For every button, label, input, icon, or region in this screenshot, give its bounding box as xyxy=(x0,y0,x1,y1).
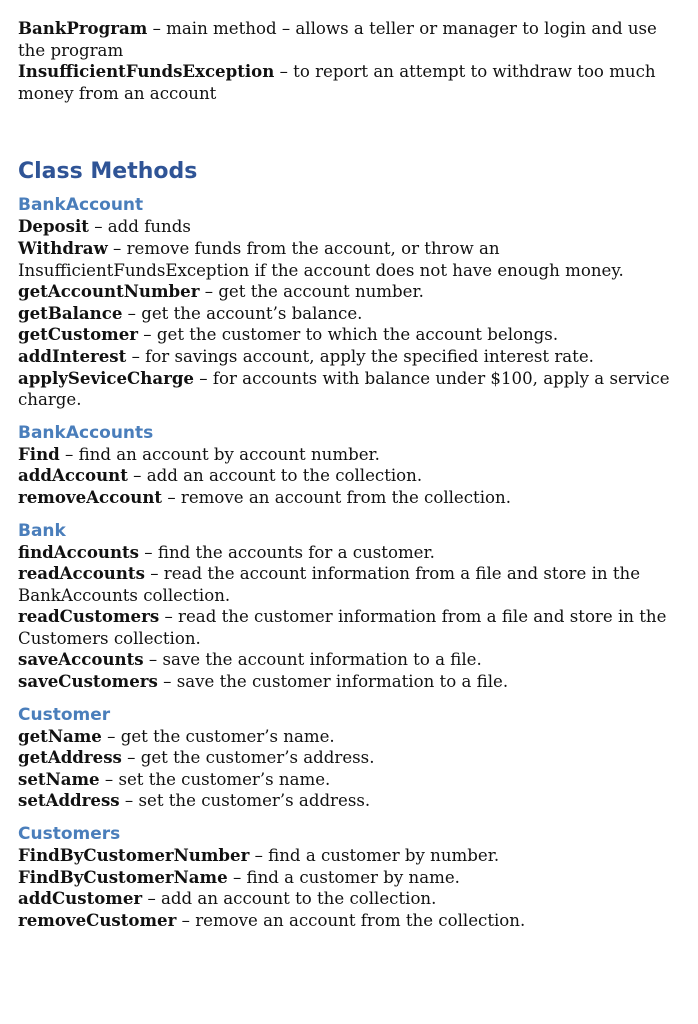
method-entry xyxy=(18,747,688,769)
method-entry xyxy=(18,324,688,346)
method-name: addInterest xyxy=(18,345,127,366)
method-name: getCustomer xyxy=(18,324,139,345)
class-title: Customer xyxy=(18,704,111,725)
method-description: – set the customer’s name. xyxy=(99,769,331,789)
method-description: – get the customer’s address. xyxy=(121,748,375,768)
method-name: saveAccounts xyxy=(18,649,144,670)
method-description: – find a customer by number. xyxy=(249,846,500,866)
method-entry xyxy=(18,867,688,889)
method-description: – add an account to the collection. xyxy=(142,889,437,909)
method-entry xyxy=(18,606,688,649)
method-entry xyxy=(18,465,688,487)
entry-description: – to report an attempt to withdraw too much money from an account xyxy=(18,62,656,103)
class-section-customers xyxy=(18,823,688,931)
method-description: – for accounts with balance under $100, apply a service charge. xyxy=(18,368,670,410)
method-entry xyxy=(18,726,688,748)
method-description: – add an account to the collection. xyxy=(127,466,423,486)
method-description: – read the customer information from a file and store in the Customers collection. xyxy=(18,607,667,648)
intro-entry xyxy=(18,18,688,61)
class-section-bankaccounts xyxy=(18,422,688,509)
method-name: addCustomer xyxy=(18,888,143,909)
method-entry xyxy=(18,769,688,791)
method-description: – get the customer to which the account belongs. xyxy=(138,325,559,345)
method-name: saveCustomers xyxy=(18,671,158,692)
method-name: FindByCustomerNumber xyxy=(18,845,250,866)
method-name: getAccountNumber xyxy=(18,281,200,302)
method-entry xyxy=(18,671,688,693)
method-name: Find xyxy=(18,443,60,464)
method-entry xyxy=(18,444,688,466)
method-description: – set the customer’s address. xyxy=(119,791,371,811)
method-description: – find an account by account number. xyxy=(59,444,380,464)
method-name: Deposit xyxy=(18,216,89,237)
method-name: findAccounts xyxy=(18,541,140,562)
method-name: FindByCustomerName xyxy=(18,866,228,887)
spacer xyxy=(18,104,688,158)
class-title: BankAccounts xyxy=(18,422,154,443)
method-entry xyxy=(18,487,688,509)
class-title: Customers xyxy=(18,824,121,845)
method-name: readAccounts xyxy=(18,563,145,584)
method-entry xyxy=(18,790,688,812)
method-name: getAddress xyxy=(18,747,122,768)
method-name: getBalance xyxy=(18,302,123,323)
method-description: – save the customer information to a file. xyxy=(157,672,509,692)
method-description: – find the accounts for a customer. xyxy=(139,542,435,562)
method-entry xyxy=(18,368,688,411)
class-title: BankAccount xyxy=(18,195,144,216)
method-entry xyxy=(18,845,688,867)
method-description: – add funds xyxy=(88,217,191,237)
method-description: – read the account information from a file and store in the BankAccounts collection. xyxy=(18,564,641,605)
method-description: – remove an account from the collection. xyxy=(162,487,511,507)
spacer xyxy=(18,186,688,194)
section-heading: Class Methods xyxy=(18,159,198,185)
entry-term: InsufficientFundsException xyxy=(18,61,275,82)
method-description: – get the account’s balance. xyxy=(122,303,363,323)
method-entry xyxy=(18,888,688,910)
method-name: setAddress xyxy=(18,790,120,811)
method-name: readCustomers xyxy=(18,606,160,627)
method-entry xyxy=(18,281,688,303)
method-name: addAccount xyxy=(18,465,128,486)
method-entry xyxy=(18,216,688,238)
method-entry xyxy=(18,303,688,325)
method-description: – save the account information to a file. xyxy=(143,650,482,670)
method-entry xyxy=(18,563,688,606)
method-entry xyxy=(18,542,688,564)
method-name: removeAccount xyxy=(18,486,163,507)
method-description: – get the account number. xyxy=(199,282,424,302)
method-description: – for savings account, apply the specified interest rate. xyxy=(126,346,594,366)
class-title: Bank xyxy=(18,520,66,541)
method-name: setName xyxy=(18,768,100,789)
class-section-bank xyxy=(18,520,688,693)
method-name: getName xyxy=(18,725,102,746)
method-name: Withdraw xyxy=(18,237,108,258)
method-entry xyxy=(18,238,688,281)
class-section-customer xyxy=(18,704,688,812)
class-section-bankaccount xyxy=(18,194,688,410)
method-description: – remove funds from the account, or throw an InsufficientFundsException if the account does not have enough money. xyxy=(18,238,624,280)
method-description: – find a customer by name. xyxy=(227,867,460,887)
method-description: – get the customer’s name. xyxy=(101,726,335,746)
entry-term: BankProgram xyxy=(18,18,148,38)
document-page xyxy=(18,18,688,931)
intro-entry xyxy=(18,61,688,104)
entry-description: – main method – allows a teller or manager to login and use the program xyxy=(18,19,657,60)
method-entry xyxy=(18,346,688,368)
method-name: applySeviceCharge xyxy=(18,367,194,388)
method-name: removeCustomer xyxy=(18,909,177,930)
method-description: – remove an account from the collection. xyxy=(176,910,526,930)
method-entry xyxy=(18,649,688,671)
method-entry xyxy=(18,910,688,932)
